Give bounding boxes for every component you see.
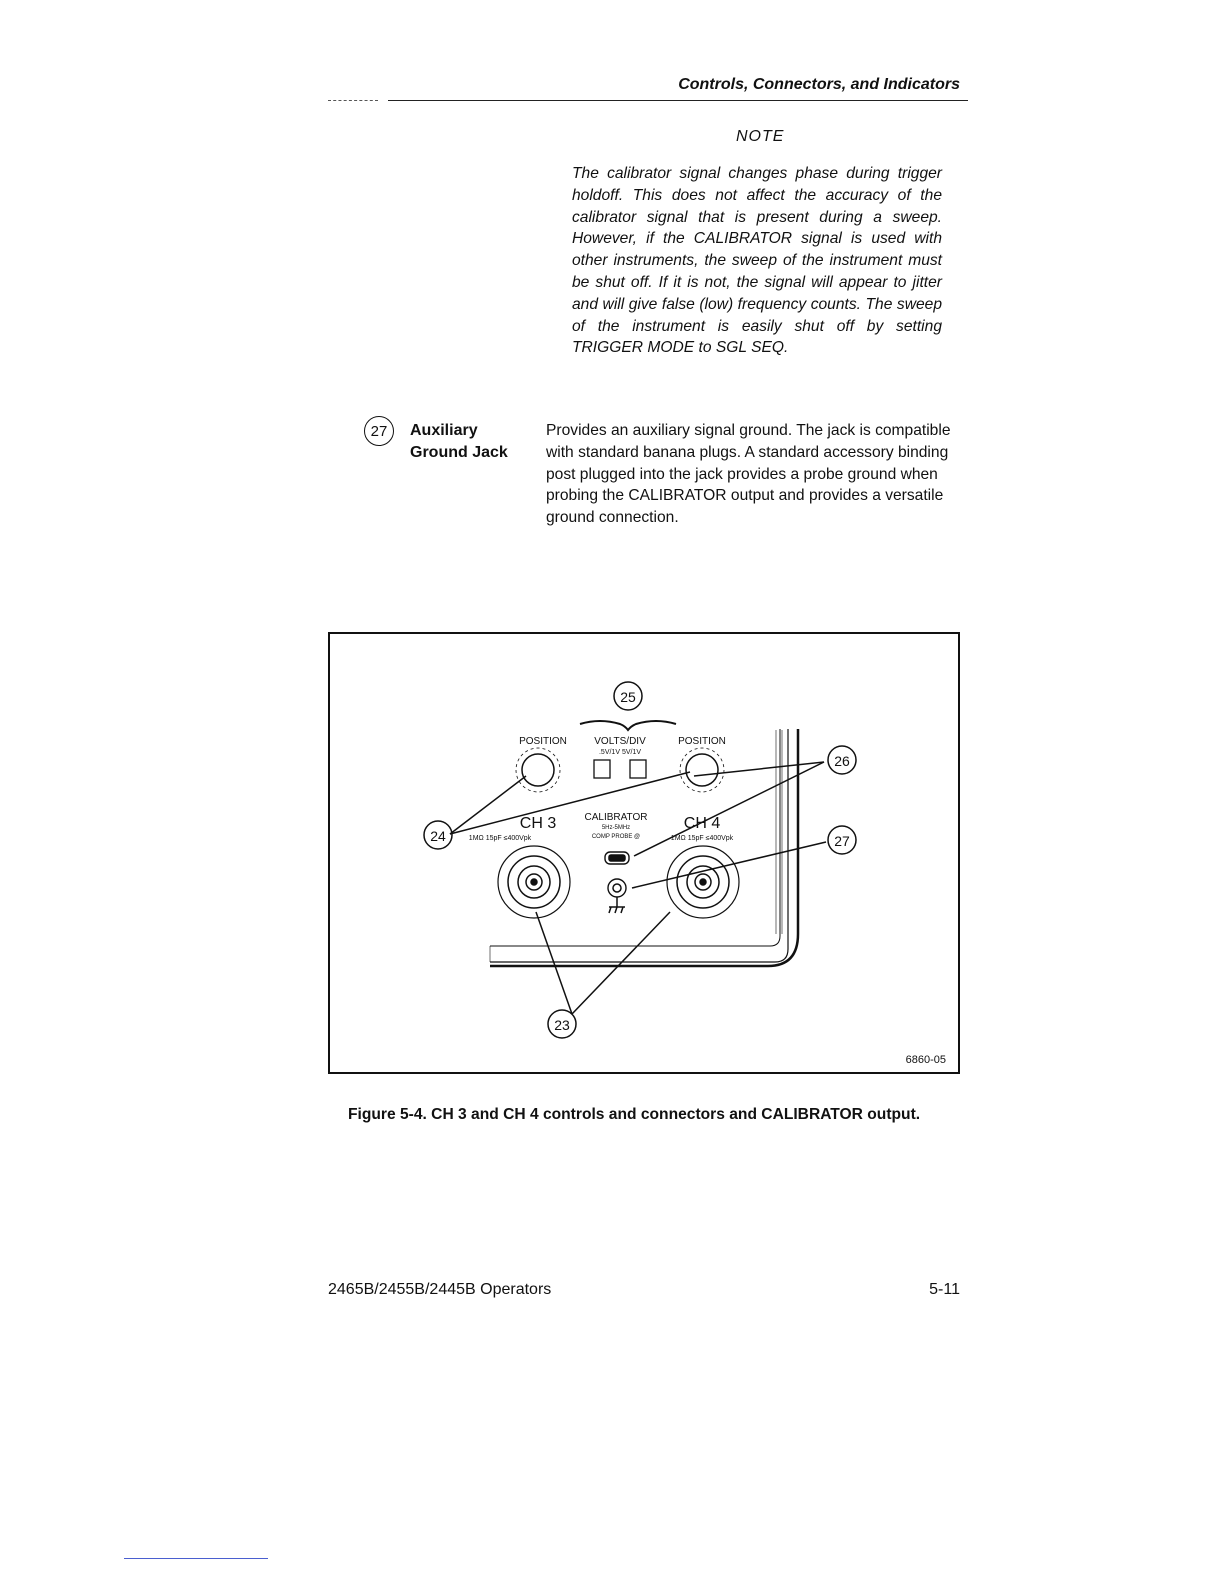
item-label (410, 420, 508, 464)
label-position-right: POSITION (678, 736, 726, 747)
note-body: The calibrator signal changes phase during trigger holdoff. This does not affect the accuracy of the calibrator signal that is present during a sweep. However, if the CALIBRATOR signal is used with other instruments, the sweep of the instrument must be shut off. If it is not, the signal will appear to jitter and will give false (low) frequency counts. The sweep of the instrument is easily shut off by setting TRIGGER MODE to SGL SEQ. (572, 165, 942, 357)
bottom-rule (124, 1558, 268, 1559)
page-header-title: Controls, Connectors, and Indicators (678, 76, 960, 93)
item-description: Provides an auxiliary signal ground. The jack is compatible with standard banana plugs. A standard accessory binding post plugged into the jack provides a probe ground when probing the CALIBRATOR output and provides a versatile ground connection. (546, 422, 951, 527)
callout-24: 24 (430, 828, 446, 844)
label-ch3: CH 3 (519, 815, 557, 832)
item-number: 27 (370, 422, 388, 440)
callout-23: 23 (554, 1017, 570, 1033)
figure-caption: Figure 5-4. CH 3 and CH 4 controls and connectors and CALIBRATOR output. (348, 1106, 921, 1123)
label-ch3-spec: 1MΩ 15pF ≤400Vpk (468, 835, 532, 842)
footer-page-number: 5-11 (929, 1281, 960, 1298)
callout-27: 27 (834, 833, 850, 849)
item-label-line2: Ground Jack (410, 444, 508, 461)
figure-5-4 (328, 632, 960, 1074)
label-volts-div: VOLTS/DIV (594, 736, 646, 747)
label-volts-div-sub: .5V/1V 5V/1V (598, 749, 642, 756)
label-ch4-spec: 1MΩ 15pF ≤400Vpk (670, 835, 734, 842)
item-number-badge (364, 416, 394, 446)
note-heading: NOTE (736, 128, 785, 145)
header-rule-dashed (328, 100, 378, 101)
callout-26: 26 (834, 753, 850, 769)
label-ch4: CH 4 (683, 815, 721, 832)
label-calibrator-sub: 5Hz-5MHz (601, 825, 631, 831)
label-position-left: POSITION (519, 736, 567, 747)
footer-manual-title: 2465B/2455B/2445B Operators (328, 1281, 552, 1298)
item-label-line1: Auxiliary (410, 422, 478, 439)
figure-id: 6860-05 (905, 1054, 946, 1066)
front-panel-illustration (330, 634, 962, 1076)
header-rule (388, 100, 968, 101)
label-comp-probe: COMP PROBE @ (591, 834, 641, 840)
label-calibrator: CALIBRATOR (584, 812, 648, 823)
callout-25: 25 (620, 689, 636, 705)
